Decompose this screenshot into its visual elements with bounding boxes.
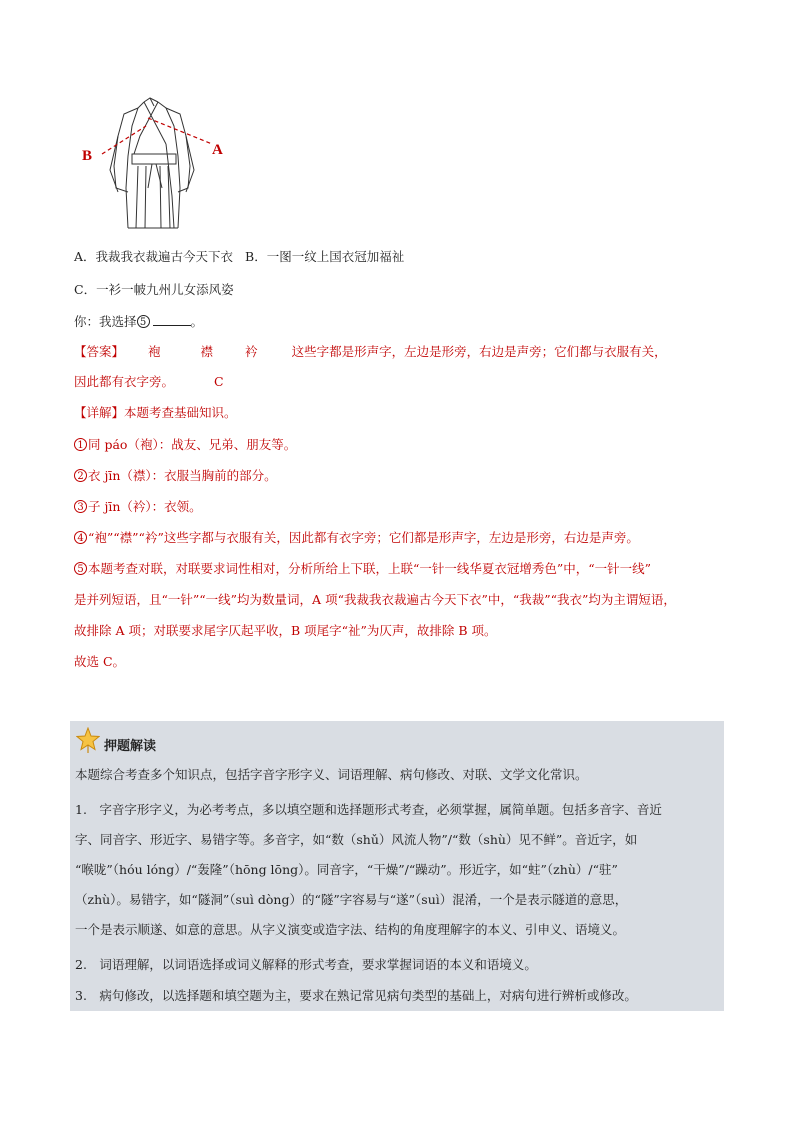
prompt-line (74, 312, 203, 332)
prompt-number: 5 (137, 315, 150, 328)
answer-char-1: 袍 (148, 344, 161, 359)
answer-char-2: 襟 (200, 344, 214, 359)
detail-line-7: 故排除 A 项；对联要求尾字仄起平收，B 项尾字“祉”为仄声，故排除 B 项。 (74, 623, 497, 638)
detail-item-5: 5 本题考查对联，对联要求词性相对，分析所给上下联，上联“一针一线华夏衣冠增秀色”中，“一针一线” (74, 559, 651, 579)
label-a: A (212, 142, 223, 158)
panel-line-7: 2. 词语理解，以词语选择或词义解释的形式考查，要求掌握词语的本义和语境义。 (75, 957, 537, 972)
detail-item-3: 3 子 jīn（衿）：衣领。 (74, 497, 202, 517)
options-row-1 (74, 247, 404, 267)
answer-line-1 (74, 342, 667, 362)
detail-item-4: 4 “袍”“襟”“衿”这些字都与衣服有关，因此都有衣字旁；它们都是形声字，左边是形旁，右边是声旁。 (74, 528, 639, 548)
answer-line-2 (74, 372, 224, 392)
option-c: C．一衫一帔九州儿女添风姿 (74, 282, 234, 297)
panel-title: 押题解读 (104, 739, 157, 754)
answer-choice: C (214, 374, 224, 389)
star-icon (76, 727, 100, 753)
prompt-blank (153, 313, 191, 326)
option-a: A．我裁我衣裁遍古今天下衣 (74, 249, 234, 264)
detail-item-2: 2 衣 jīn（襟）：衣服当胸前的部分。 (74, 466, 277, 486)
robe-drawing (74, 96, 254, 236)
panel-line-6: 一个是表示顺遂、如意的意思。从字义演变或造字法、结构的角度理解字的本义、引申义、语境义。 (75, 922, 626, 937)
detail-line-6: 是并列短语，且“一针”“一线”均为数量词，A 项“我裁我衣裁遍古今天下衣”中，“我裁”“我衣”均为主谓短语， (74, 592, 676, 607)
detail-item-1: 1 同 páo（袍）：战友、兄弟、朋友等。 (74, 435, 296, 455)
panel-line-2: 1. 字音字形字义，为必考考点，多以填空题和选择题形式考查，必须掌握，属简单题。包括多音字、音近 (75, 802, 662, 817)
answer-text-1: 这些字都是形声字，左边是形旁，右边是声旁；它们都与衣服有关， (291, 344, 667, 359)
panel-line-4: “喉咙”（hóu lóng）/“轰隆”（hōng lōng）。同音字，“干燥”/“躁动”。形近字，如“蛀”（zhù）/“驻” (75, 862, 618, 877)
panel-line-8: 3. 病句修改，以选择题和填空题为主，要求在熟记常见病句类型的基础上，对病句进行辨析或修改。 (75, 988, 637, 1003)
label-b: B (82, 148, 93, 164)
panel-line-3: 字、同音字、形近字、易错字等。多音字，如“数（shǔ）风流人物”/“数（shù）见不鲜”。音近字，如 (75, 832, 638, 847)
panel-line-1: 本题综合考查多个知识点，包括字音字形字义、词语理解、病句修改、对联、文学文化常识。 (75, 767, 588, 782)
prediction-panel (70, 721, 724, 1011)
option-b: B．一图一纹上国衣冠加福祉 (245, 249, 405, 264)
detail-conclusion: 故选 C。 (74, 654, 126, 669)
detail-intro: 【详解】本题考查基础知识。 (74, 405, 237, 420)
prompt-prefix: 你：我选择 (74, 314, 137, 329)
answer-char-3: 衿 (245, 344, 258, 359)
robe-illustration (74, 96, 254, 236)
answer-text-2: 因此都有衣字旁。 (74, 374, 175, 389)
answer-tag: 【答案】 (74, 344, 125, 359)
prompt-suffix: 。 (190, 314, 204, 329)
panel-line-5: （zhù）。易错字，如“隧洞”（suì dòng）的“隧”字容易与“遂”（suì）混淆，一个是表示隧道的意思， (75, 892, 628, 907)
